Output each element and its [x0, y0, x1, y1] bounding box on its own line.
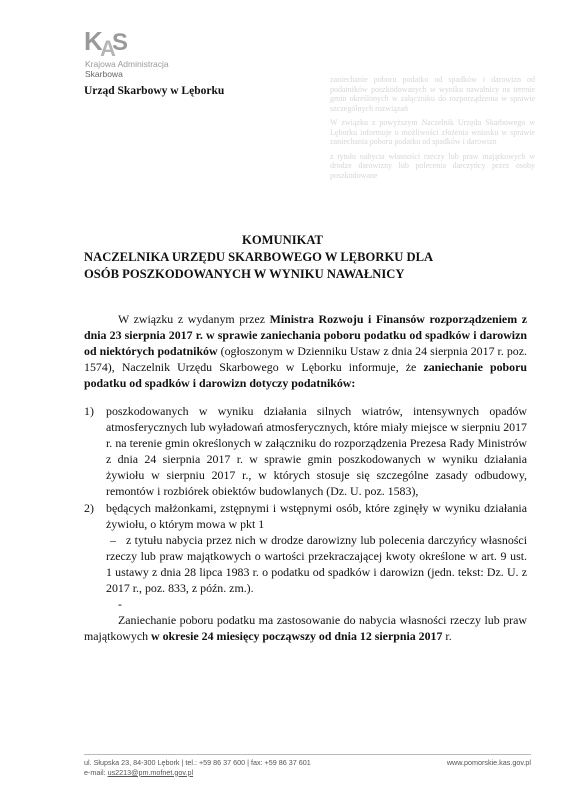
- svg-text:A: A: [100, 36, 116, 60]
- closing-text-1: Zaniechanie poboru podatku ma zastosowanie do nabycia własności rzeczy lub praw majątkowych: [84, 613, 527, 643]
- footer-contact: [84, 758, 311, 777]
- intro-bold-2: zaniechanie poboru podatku od spadków i darowizn dotyczy podatników:: [84, 360, 527, 390]
- closing-paragraph: [84, 612, 527, 644]
- list-item-number: 2): [84, 501, 94, 515]
- kas-logo-icon: [84, 26, 130, 60]
- closing-bold: w okresie 24 miesięcy począwszy od dnia 12 sierpnia 2017: [151, 629, 443, 643]
- list-item-text: poszkodowanych w wyniku działania silnych wiatrów, intensywnych opadów atmosferycznych lub wyładowań atmosferycznych, które miały miejsce w sierpniu 2017 r. na terenie gmin określonych w załączniku do rozporządzenia Prezesa Rady Ministrów z dnia 24 sierpnia 2017 r. w sprawie gmin poszkodowanych w wyniku działania żywiołu w sierpniu 2017 r., w których stosuje się szczególne zasady odbudowy, remontów i rozbiórek obiektów budowlanych (Dz. U. poz. 1583),: [106, 404, 527, 498]
- bleed-through-text: zaniechanie poboru podatku od spadków i darowizn od podatników poszkodowanych w wyniku nawałnicy na terenie gmin określonych w załączniku do rozporządzenia w sprawie szczególnych rozwiązań W związku z powyższym Naczelnik Urzędu Skarbowego w Lęborku informuje o możliwości złożenia wniosku w sprawie zaniechania poboru podatku od spadków i darowizn z tytułu nabycia własności rzeczy lub praw majątkowych w drodze darowizny lub polecenia darczyńcy przez osoby poszkodowane: [330, 75, 535, 180]
- list-item-number: 1): [84, 404, 94, 418]
- footer-website[interactable]: www.pomorskie.kas.gov.pl: [446, 758, 531, 767]
- announcement-subtitle-line-2: OSÓB POSZKODOWANYCH W WYNIKU NAWAŁNICY: [84, 267, 405, 281]
- logo-line-1: Krajowa Administracja: [85, 59, 169, 69]
- svg-text:K: K: [84, 26, 103, 56]
- list-item: [84, 403, 527, 499]
- sub-item: [84, 532, 527, 596]
- office-name: Urząd Skarbowy w Lęborku: [84, 85, 225, 97]
- sub-item-dash: –: [110, 533, 116, 547]
- footer-email-line: [84, 768, 311, 778]
- footer-address: ul. Słupska 23, 84-300 Lębork | tel.: +59 86 37 600 | fax: +59 86 37 601: [84, 758, 311, 767]
- announcement-title: KOMUNIKAT: [242, 233, 323, 247]
- intro-bold-1: Ministra Rozwoju i Finansów rozporządzeniem z dnia 23 sierpnia 2017 r. w sprawie zaniechania poboru podatku od spadków i darowizn od niektórych podatników: [84, 312, 527, 358]
- sub-item-text: z tytułu nabycia przez nich w drodze darowizny lub polecenia darczyńcy własności rzeczy lub praw majątkowych o wartości przekraczającej kwoty określone w art. 9 ust. 1 ustawy z dnia 28 lipca 1983 r. o podatku od spadków i darowizn (jedn. tekst: Dz. U. z 2017 r., poz. 833, z późn. zm.).: [106, 533, 527, 595]
- list-item: [84, 500, 527, 532]
- intro-text-2: (ogłoszonym w Dzienniku Ustaw z dnia 24 sierpnia 2017 r. poz. 1574), Naczelnik Urzędu Skarbowego w Lęborku informuje, że: [84, 344, 527, 374]
- logo-line-2: Skarbowa: [85, 69, 123, 79]
- footer-email-link[interactable]: us2213@pm.mofnet.gov.pl: [107, 767, 194, 777]
- intro-text-1: W związku z wydanym przez: [118, 312, 270, 326]
- footer-divider: [84, 754, 531, 755]
- intro-paragraph: [84, 311, 527, 391]
- announcement-body: [84, 311, 527, 644]
- footer-email-label: e-mail:: [84, 767, 108, 777]
- logo-caption: [85, 59, 169, 79]
- svg-text:S: S: [112, 29, 129, 56]
- announcement-heading: [84, 232, 481, 283]
- closing-text-2: r.: [442, 629, 452, 643]
- taxpayer-list: [84, 403, 527, 532]
- stray-mark: -: [118, 597, 122, 611]
- announcement-subtitle-line-1: NACZELNIKA URZĘDU SKARBOWEGO W LĘBORKU DLA: [84, 250, 434, 264]
- list-item-text: będących małżonkami, zstępnymi i wstępnymi osób, które zginęły w wyniku działania żywiołu, o którym mowa w pkt 1: [106, 501, 527, 531]
